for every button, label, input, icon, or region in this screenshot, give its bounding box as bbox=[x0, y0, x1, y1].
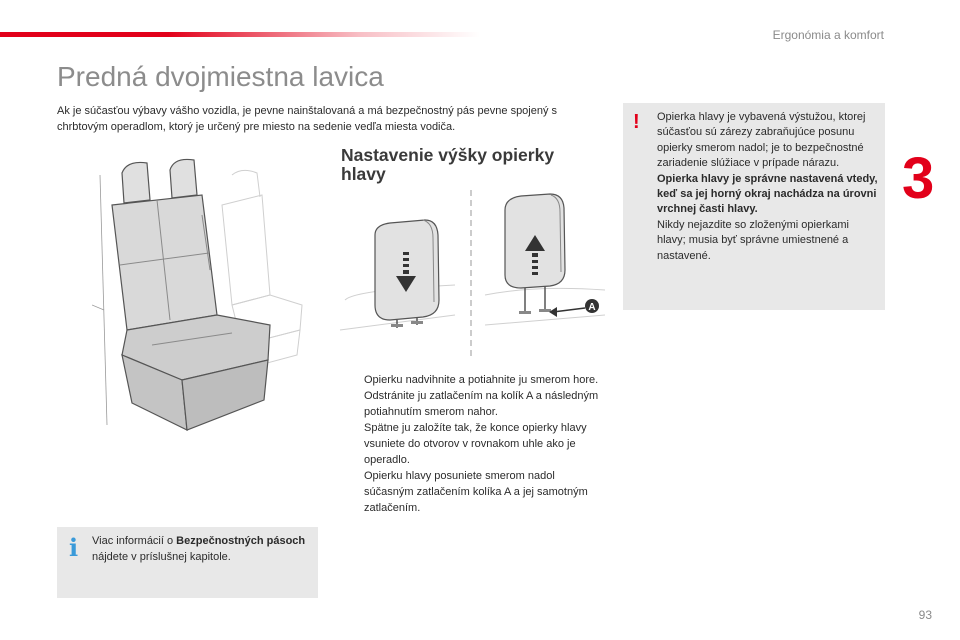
info-text: Viac informácií o Bezpečnostných pásoch nájdete v príslušnej kapitole. bbox=[92, 535, 306, 563]
list-item: Odstránite ju zatlačením na kolík A a následným potiahnutím smerom nahor. bbox=[364, 390, 599, 418]
warning-text: Opierka hlavy je vybavená výstužou, ktorej súčasťou sú zárezy zabraňujúce posunu opierky smerom nadol; je to bezpečnostné zariadenie slúžiace v prípade nárazu. Opierka hlavy je správne nastavená vtedy, keď sa jej horný okraj nachádza na úrovni vrchnej časti hlavy. Nikdy nejazdite so zloženými opierkami hlavy; musia byť správne umiestnené a nastavené. bbox=[657, 111, 878, 262]
figure-label-a: A bbox=[588, 302, 596, 313]
headrest-adjustment-illustration bbox=[335, 190, 610, 360]
chapter-number: 3 bbox=[902, 146, 935, 211]
warning-icon: ! bbox=[633, 111, 640, 133]
list-item: Spätne ju založíte tak, že konce opierky hlavy vsuniete do otvorov v rovnakom uhle ako je operadlo. bbox=[364, 422, 587, 466]
section-title: Nastavenie výšky opierky hlavy bbox=[341, 145, 555, 184]
warning-box bbox=[623, 103, 885, 310]
section-header: Ergonómia a komfort bbox=[772, 28, 884, 42]
info-icon: i bbox=[69, 533, 79, 562]
page-title: Predná dvojmiestna lavica bbox=[57, 61, 384, 92]
bench-seat-illustration bbox=[92, 155, 322, 440]
intro-paragraph: Ak je súčasťou výbavy vášho vozidla, je pevne nainštalovaná a má bezpečnostný pás pevne spojený s chrbtovým operadlom, ktorý je určený pre miesto na sedenie vedľa miesta vodiča. bbox=[57, 105, 558, 133]
list-item: Opierku nadvihnite a potiahnite ju smerom hore. bbox=[364, 374, 599, 386]
headrest-down bbox=[375, 220, 439, 328]
adjustment-steps bbox=[341, 372, 603, 516]
page-number: 93 bbox=[918, 608, 932, 622]
top-accent-bar bbox=[0, 32, 480, 37]
info-box bbox=[57, 527, 318, 598]
headrest-up bbox=[505, 194, 599, 317]
list-item: Opierku hlavy posuniete smerom nadol súčasným zatlačením kolíka A a jej samotným zatlačením. bbox=[364, 470, 588, 514]
